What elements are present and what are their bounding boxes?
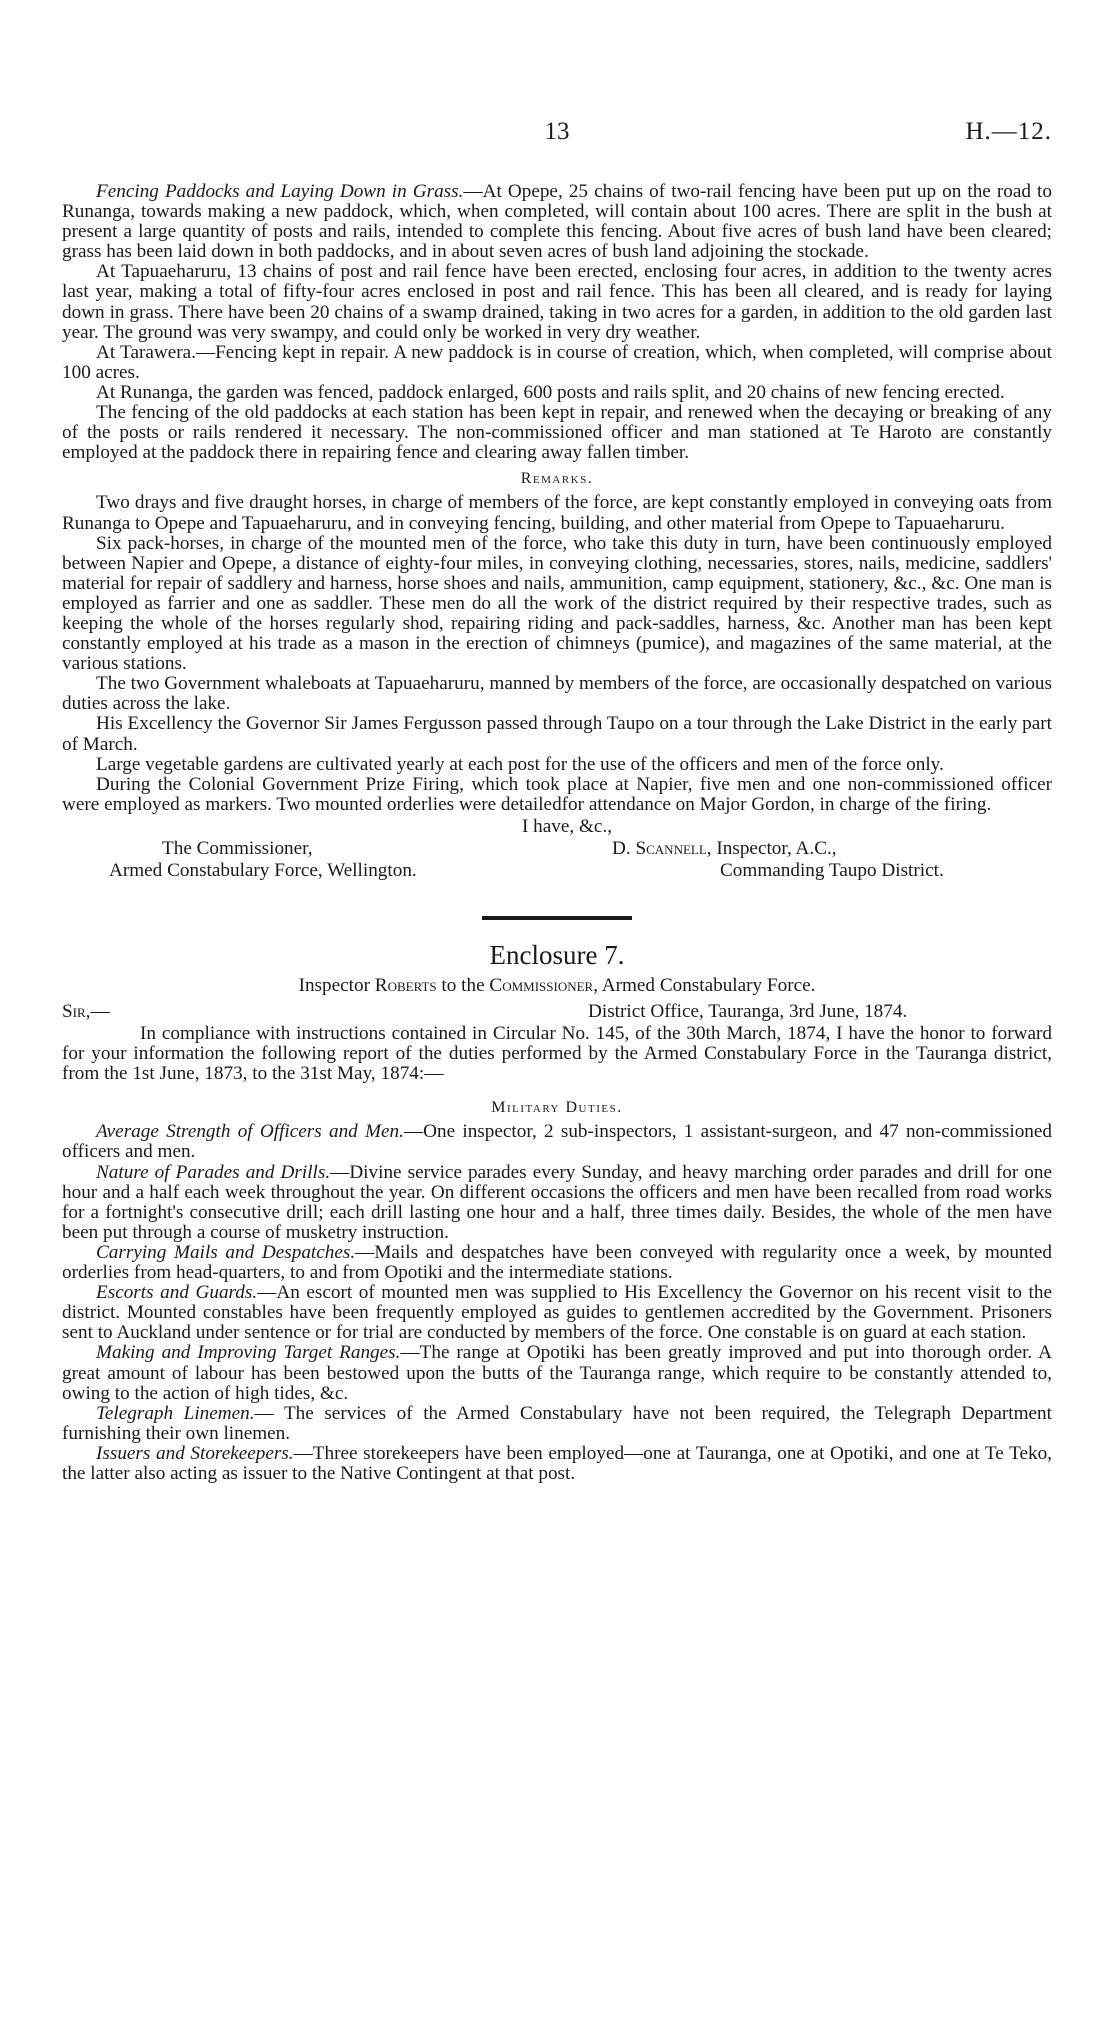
paragraph-lead: Escorts and Guards. — [96, 1282, 258, 1304]
page-number: 13 — [544, 118, 570, 145]
paragraph-parades — [62, 1163, 1052, 1243]
salutation-line — [62, 1002, 1052, 1024]
paragraph-whaleboats: The two Government whaleboats at Tapuaeharuru, manned by members of the force, are occasionally despatched on various duties across the lake. — [62, 673, 1052, 715]
paragraph-escorts — [62, 1283, 1052, 1343]
signoff-block — [62, 817, 1052, 883]
signoff-initial: D. — [612, 837, 636, 859]
paragraph-prize-firing: During the Colonial Government Prize Firing, which took place at Napier, five men and one non-commissioned officer were employed as markers. Two mounted orderlies were detailedfor attendance on Major Gordon, in charge of the firing. — [62, 773, 1052, 815]
paragraph-text: —Three storekeepers have been employed—one at Tauranga, one at Opotiki, and one at Te Teko, the latter also acting as issuer to the Native Contingent at that post. — [62, 1442, 1052, 1484]
paragraph-text: —At Opepe, 25 chains of two-rail fencing have been put up on the road to Runanga, towards making a new paddock, which, when completed, will contain about 100 acres. There are split in the bush at present a large quantity of posts and rails, intended to complete this fencing. About five acres of bush land have been cleared; grass has been laid down in both paddocks, and in about seven acres of bush land adjoining the stockade. — [62, 181, 1052, 263]
signoff-i-have: I have, &c., — [522, 815, 613, 837]
paragraph-target-ranges — [62, 1343, 1052, 1403]
enclosure-subtitle — [62, 976, 1052, 996]
paragraph-old-paddocks: The fencing of the old paddocks at each station has been kept in repair, and renewed when the decaying or breaking of any of the posts or rails rendered it necessary. The non-commissioned officer and man stationed at Te Haroto are constantly employed at the paddock there in repairing fence and clearing away fallen timber. — [62, 402, 1052, 464]
paragraph-tapuaeharuru: At Tapuaeharuru, 13 chains of post and rail fence have been erected, enclosing four acres, in addition to the twenty acres last year, making a total of fifty-four acres enclosed in post and rail fence. This has been all cleared, and is ready for laying down in grass. There have been 20 chains of a swamp drained, taking in two acres for a garden, in addition to the old garden last year. The ground was very swampy, and could only be worked in very dry weather. — [62, 261, 1052, 343]
paragraph-storekeepers — [62, 1444, 1052, 1484]
paragraph-lead: Telegraph Linemen. — [96, 1402, 255, 1424]
subtitle-part: to the — [436, 974, 490, 996]
paragraph-lead: Issuers and Storekeepers. — [96, 1442, 294, 1464]
subtitle-part: Inspector — [298, 974, 375, 996]
paragraph-text: — The services of the Armed Constabulary have not been required, the Telegraph Department furnishing their own linemen. — [62, 1402, 1052, 1444]
signoff-command: Commanding Taupo District. — [720, 859, 944, 881]
paragraph-lead: Carrying Mails and Despatches. — [96, 1241, 356, 1263]
section-divider — [482, 916, 632, 920]
paragraph-pack-horses: Six pack-horses, in charge of the mounted men of the force, who take this duty in turn, have been continuously employed between Napier and Opepe, a distance of eighty-four miles, in conveying clothing, necessaries, stores, nails, medicine, saddlers' material for repair of saddlery and harness, horse shoes and nails, ammunition, camp equipment, stationery, &c., &c. One man is employed as farrier and one as saddler. These men do all the work of the district required by their respective trades, such as keeping the whole of the horses regularly shod, repairing riding and pack-saddles, harness, &c. Another man has been kept constantly employed at his trade as a mason in the erection of chimneys (pumice), and magazines of the same material, at the various stations. — [62, 532, 1052, 675]
paragraph-lead: Average Strength of Officers and Men. — [96, 1121, 404, 1143]
signoff-author — [612, 839, 837, 859]
office-dateline: District Office, Tauranga, 3rd June, 1874. — [588, 1001, 908, 1022]
paragraph-telegraph — [62, 1404, 1052, 1444]
signoff-recipient: The Commissioner, — [162, 837, 313, 859]
paragraph-text: —Divine service parades every Sunday, and heavy marching order parades and drill for one hour and a half each week throughout the year. On different occasions the officers and men have been recalled from road works for a fortnight's consecutive drill; each drill lasting one hour and a half, three times daily. Besides, the whole of the men have been put through a course of musketry instruction. — [62, 1161, 1052, 1243]
paragraph-text: —Mails and despatches have been conveyed with regularity once a week, by mounted orderlies from head-quarters, to and from Opotiki and the intermediate stations. — [62, 1241, 1052, 1284]
remarks-heading: Remarks. — [520, 470, 594, 488]
paragraph-text: —One inspector, 2 sub-inspectors, 1 assistant-surgeon, and 47 non-commissioned officers and men. — [62, 1121, 1052, 1163]
subtitle-part: , Armed Constabulary Force. — [593, 974, 816, 996]
military-duties-heading: Military Duties. — [491, 1099, 623, 1117]
paragraph-lead: Nature of Parades and Drills. — [96, 1161, 331, 1183]
paragraph-lead: Fencing Paddocks and Laying Down in Grass. — [96, 181, 464, 202]
paragraph-tarawera: At Tarawera.—Fencing kept in repair. A new paddock is in course of creation, which, when completed, will comprise about 100 acres. — [62, 341, 1052, 383]
paragraph-drays: Two drays and five draught horses, in charge of members of the force, are kept constantly employed in conveying oats from Runanga to Opepe and Tapuaeharuru, and in conveying fencing, building, and other material from Opepe to Tapuaeharuru. — [62, 492, 1052, 534]
paragraph-gardens: Large vegetable gardens are cultivated yearly at each post for the use of the officers and men of the force only. — [96, 753, 944, 775]
paragraph-intro: In compliance with instructions contained in Circular No. 145, of the 30th March, 1874, I have the honor to forward for your information the following report of the duties performed by the Armed Constabulary Force in the Tauranga district, from the 1st June, 1873, to the 31st May, 1874:— — [62, 1023, 1052, 1085]
paragraph-runanga: At Runanga, the garden was fenced, paddock enlarged, 600 posts and rails split, and 20 chains of new fencing erected. — [96, 381, 1005, 403]
paragraph-mails — [62, 1243, 1052, 1283]
document-reference: H.—12. — [965, 118, 1052, 145]
salutation: Sir,— — [62, 1001, 110, 1022]
paragraph-governor-visit: His Excellency the Governor Sir James Fergusson passed through Taupo on a tour through the Lake District in the early part of March. — [62, 713, 1052, 755]
enclosure-title: Enclosure 7. — [489, 939, 625, 970]
signoff-name: Scannell — [635, 837, 707, 859]
paragraph-fencing-paddocks — [62, 182, 1052, 262]
paragraph-average-strength — [62, 1122, 1052, 1162]
document-body — [62, 182, 1052, 1484]
signoff-title: , Inspector, A.C., — [706, 837, 837, 859]
signoff-recipient-org: Armed Constabulary Force, Wellington. — [109, 859, 417, 881]
paragraph-text: —An escort of mounted men was supplied to His Excellency the Governor on his recent visit to the district. Mounted constables have been frequently employed as guides to gentlemen accredited by the Government. Prisoners sent to Auckland under sentence or for trial are conducted by members of the force. One constable is on guard at each station. — [62, 1282, 1053, 1344]
page-header — [62, 118, 1052, 148]
subtitle-recipient: Commissioner — [489, 974, 594, 996]
subtitle-author: Roberts — [374, 974, 437, 996]
paragraph-lead: Making and Improving Target Ranges. — [96, 1342, 401, 1364]
paragraph-text: —The range at Opotiki has been greatly improved and put into thorough order. A great amount of labour has been bestowed upon the butts of the Tauranga range, which require to be constantly attended to, owing to the action of high tides, &c. — [62, 1342, 1052, 1404]
